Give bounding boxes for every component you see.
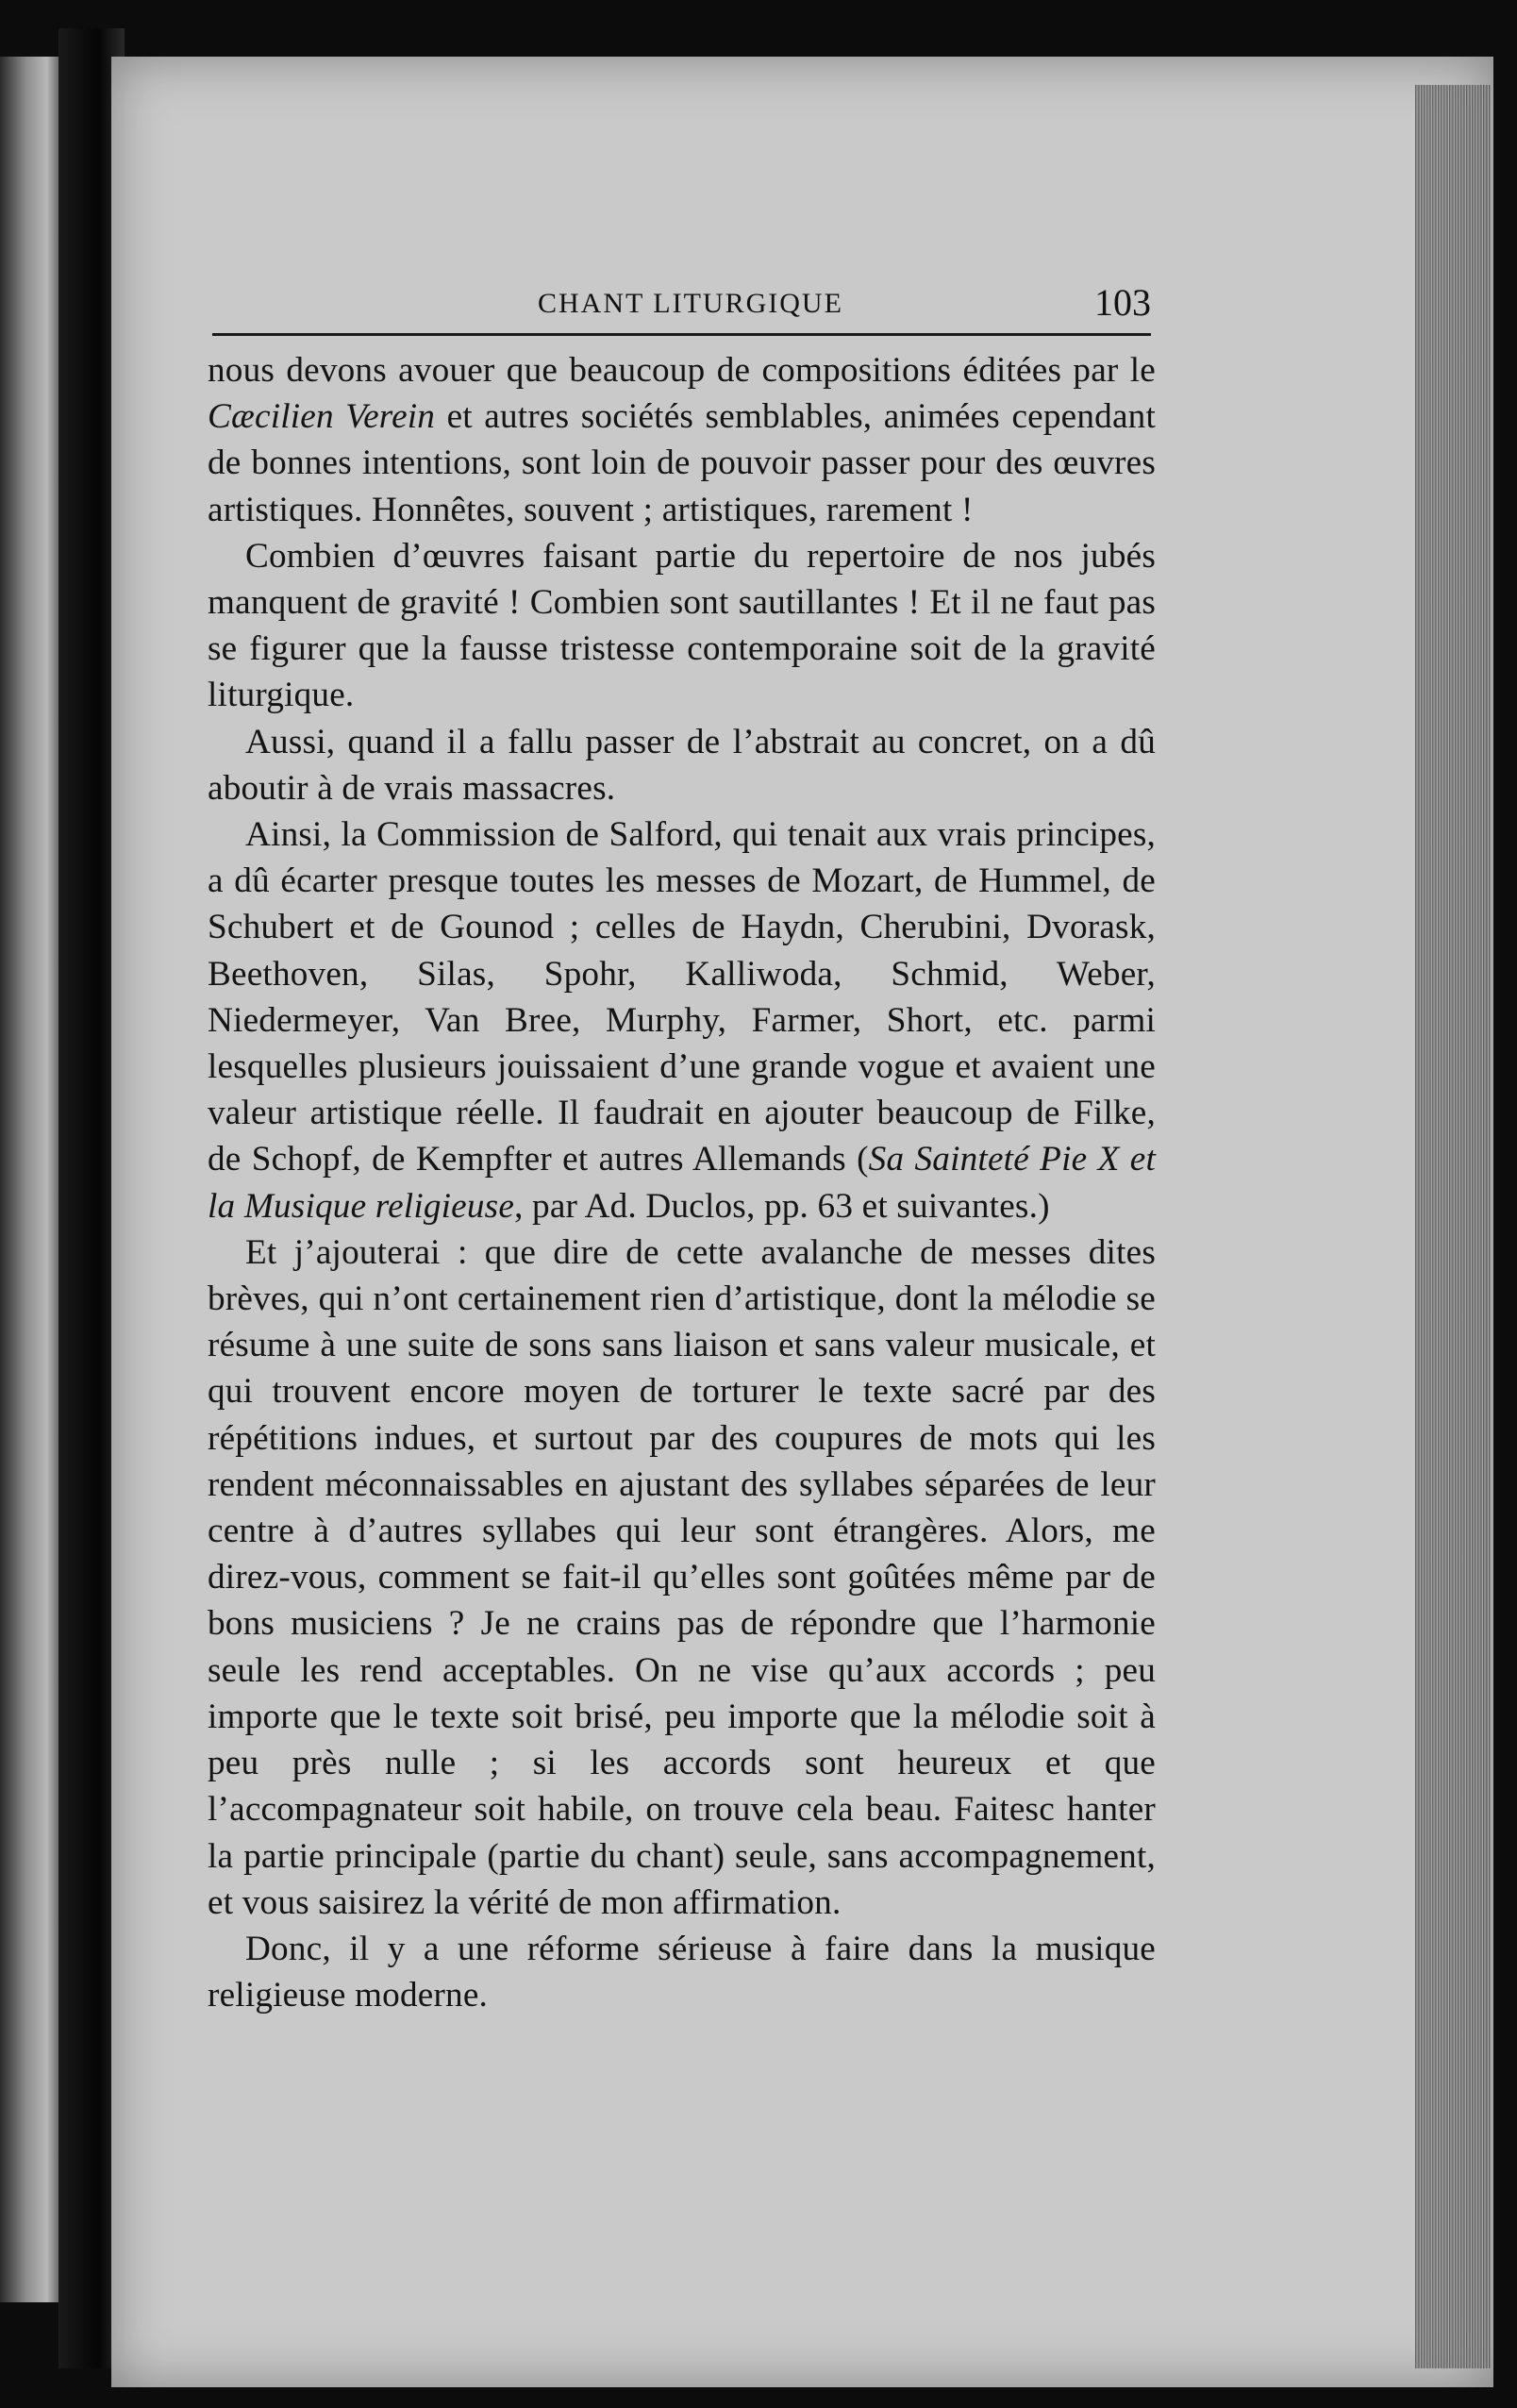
paragraph	[208, 347, 1156, 533]
paragraph-text: et autres sociétés semblables, animées cependant de bonnes intentions, sont loin de pouvoir passer pour des œuvres artistiques. Honnêtes, souvent ; artistiques, rarement !	[208, 397, 1156, 529]
paragraph	[208, 1926, 1156, 2018]
facing-page-edge	[0, 57, 58, 2302]
paragraph-text: Ainsi, la Commission de Salford, qui tenait aux vrais principes, a dû écarter presque toutes les messes de Mozart, de Hummel, de Schubert et de Gounod ; celles de Haydn, Cherubini, Dvorask, Beethoven, Silas, Spohr, Kalliwoda, Schmid, Weber, Niedermeyer, Van Bree, Murphy, Farmer, Short, etc. parmi lesquelles plusieurs jouissaient d’une grande vogue et avaient une valeur artistique réelle. Il faudrait en ajouter beaucoup de Filke, de Schopf, de Kempfter et autres Allemands (	[208, 815, 1156, 1179]
paragraph	[208, 811, 1156, 1229]
paragraph-text: Et j’ajouterai : que dire de cette avalanche de messes dites brèves, qui n’ont certainement rien d’artistique, dont la mélodie se résume à une suite de sons sans liaison et sans valeur musicale, et qui trouvent encore moyen de torturer le texte sacré par des répétitions indues, et surtout par des coupures de mots qui les rendent méconnaissables en ajustant des syllabes séparées de leur centre à d’autres syllabes qui leur sont étrangères. Alors, me direz-vous, comment se fait-il qu’elles sont goûtées même par de bons musiciens ? Je ne crains pas de répondre que l’harmonie seule les rend acceptables. On ne vise qu’aux accords ; peu importe que le texte soit brisé, peu importe que la mélodie soit à peu près nulle ; si les accords sont heureux et que l’accompagnateur soit habile, on trouve cela beau. Faitesc hanter la partie principale (partie du chant) seule, sans accompagnement, et vous saisirez la vérité de mon affirmation.	[208, 1232, 1156, 1922]
page-stack-edge	[1415, 85, 1491, 2368]
page-number: 103	[1094, 281, 1151, 324]
italic-title: Sa Sainteté Pie X et la Musique religieuse	[208, 1140, 1156, 1226]
paragraph	[208, 719, 1156, 811]
paragraph-text: nous devons avouer que beaucoup de compositions éditées par le	[208, 351, 1156, 390]
italic-title: Cæcilien Verein	[208, 397, 436, 437]
paragraph	[208, 1229, 1156, 1926]
paragraph-text: Donc, il y a une réforme sérieuse à faire dans la musique religieuse moderne.	[208, 1929, 1156, 2015]
header-rule	[212, 333, 1151, 336]
paragraph-text: , par Ad. Duclos, pp. 63 et suivantes.)	[514, 1186, 1050, 1226]
paragraph	[208, 533, 1156, 719]
running-head	[212, 278, 1151, 344]
running-head-title: CHANT LITURGIQUE	[538, 288, 843, 319]
paragraph-text: Combien d’œuvres faisant partie du repertoire de nos jubés manquent de gravité ! Combien sont sautillantes ! Et il ne faut pas se figurer que la fausse tristesse contemporaine soit de la gravité liturgique.	[208, 536, 1156, 715]
paragraph-text: Aussi, quand il a fallu passer de l’abstrait au concret, on a dû aboutir à de vrais massacres.	[208, 722, 1156, 808]
body-text	[208, 347, 1156, 2018]
